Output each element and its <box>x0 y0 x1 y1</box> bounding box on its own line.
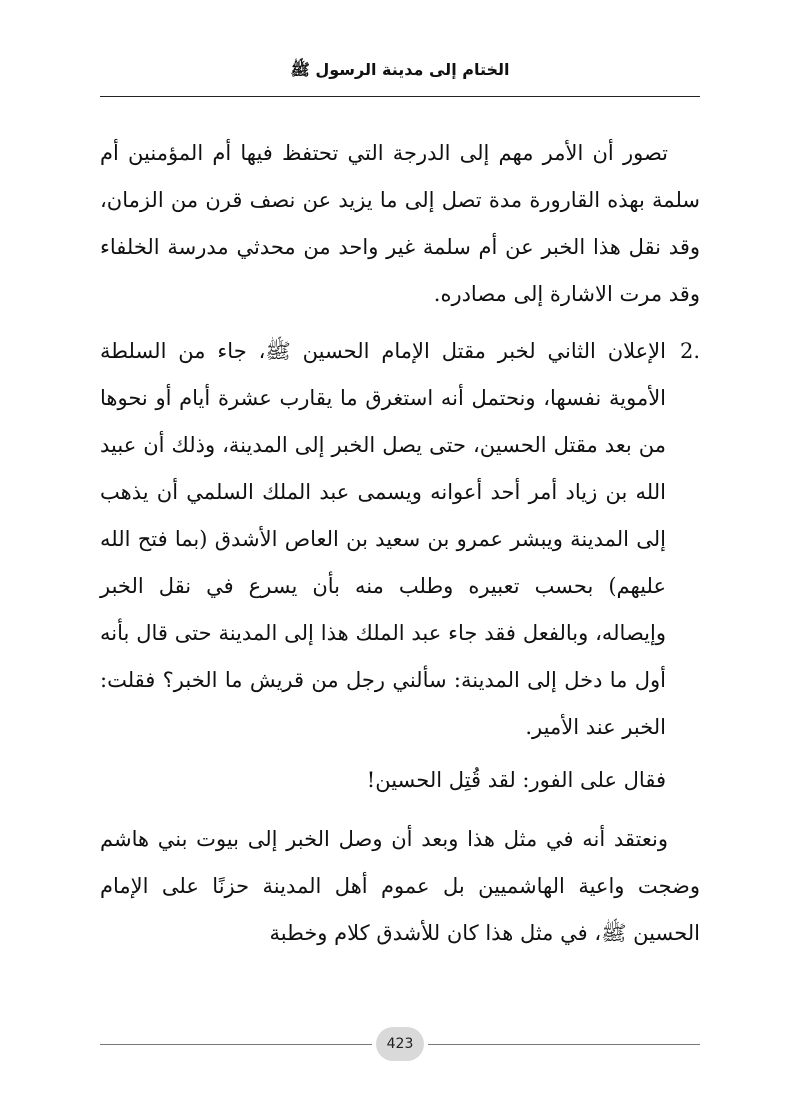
list-item-number: 2. <box>679 339 700 363</box>
paragraph-intro: تصور أن الأمر مهم إلى الدرجة التي تحتفظ فيها أم المؤمنين أم سلمة بهذه القارورة مدة تصل إلى ما يزيد عن نصف قرن من الزمان، وقد نقل هذا الخبر عن أم سلمة غير واحد من محدثي مدرسة الخلفاء وقد مرت الاشارة إلى مصادره. <box>100 141 700 306</box>
list-item-text: الإعلان الثاني لخبر مقتل الإمام الحسين ﷺ، جاء من السلطة الأموية نفسها، ونحتمل أنه استغرق ما يقارب عشرة أيام أو نحوها من بعد مقتل الحسين، حتى يصل الخبر إلى المدينة، وذلك أن عبيد الله بن زياد أمر أحد أعوانه ويسمى عبد الملك السلمي أن يذهب إلى المدينة ويبشر عمرو بن سعيد بن العاص الأشدق (بما فتح الله عليهم) بحسب تعبيره وطلب منه بأن يسرع في نقل الخبر وإيصاله، وبالفعل فقد جاء عبد الملك هذا إلى المدينة حتى قال بأنه أول ما دخل إلى المدينة: سألني رجل من قريش ما الخبر؟ فقلت: الخبر عند الأمير. <box>100 339 666 739</box>
list-item-2 <box>100 328 700 751</box>
footer-divider-left <box>100 1044 372 1045</box>
page-number-badge: 423 <box>376 1027 424 1061</box>
footer-divider-right <box>428 1044 700 1045</box>
paragraph-closing: ونعتقد أنه في مثل هذا وبعد أن وصل الخبر إلى بيوت بني هاشم وضجت واعية الهاشميين بل عموم أهل المدينة حزنًا على الإمام الحسين ﷺ، في مثل هذا كان للأشدق كلام وخطبة <box>100 827 700 945</box>
running-header: الختام إلى مدينة الرسول ﷺ <box>290 60 510 79</box>
header-divider <box>100 96 700 97</box>
quote-line: فقال على الفور: لقد قُتِل الحسين! <box>366 768 666 792</box>
page-body <box>100 130 700 957</box>
